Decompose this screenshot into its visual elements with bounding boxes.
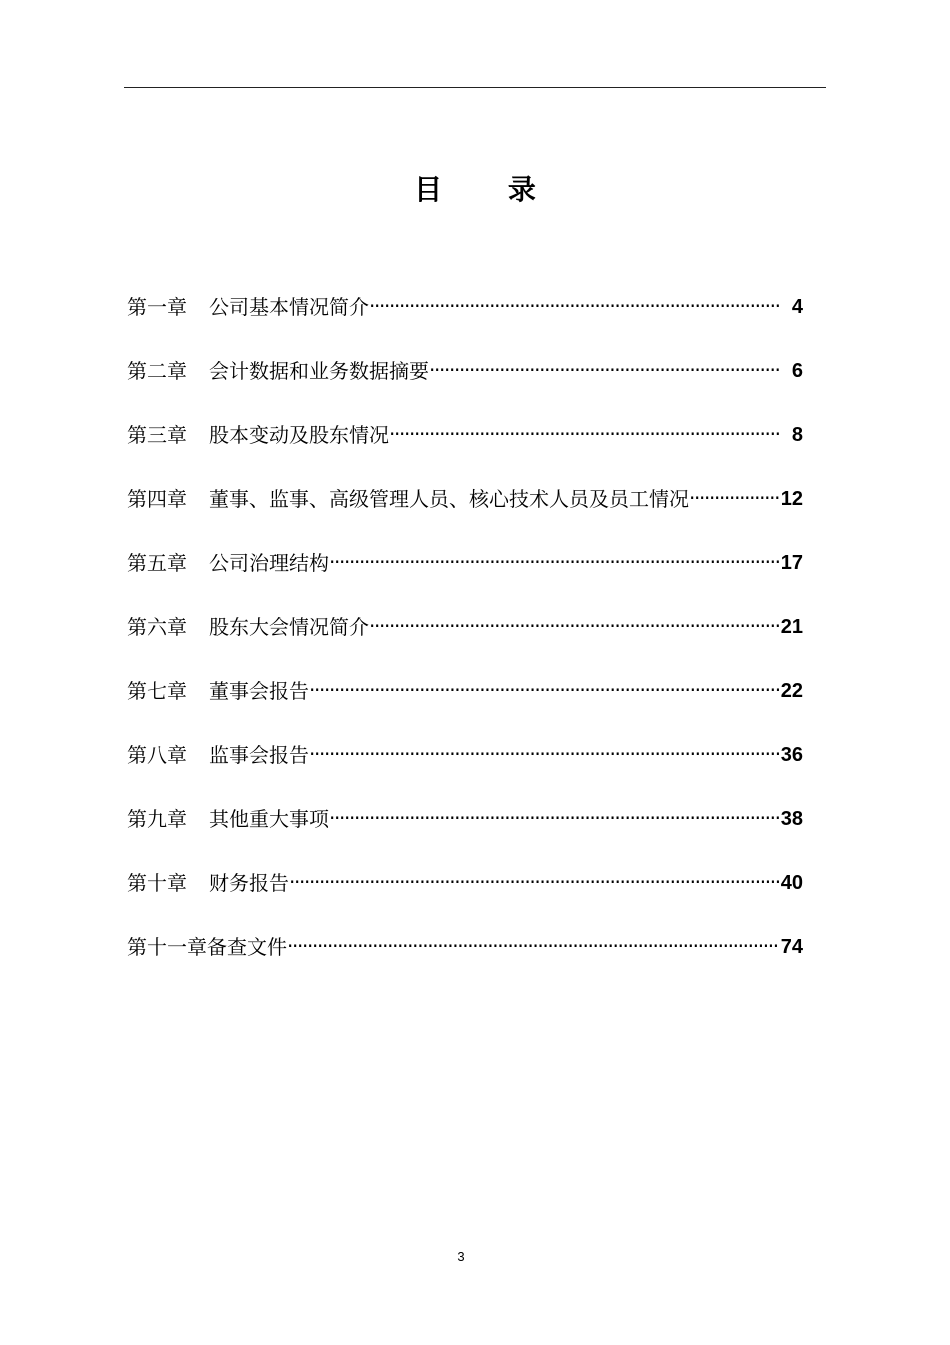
dot-leader [389, 418, 779, 452]
chapter-number: 第三章 [127, 423, 187, 447]
chapter-number: 第一章 [127, 295, 187, 319]
page-number: 12 [780, 488, 803, 510]
toc-entry[interactable] [127, 482, 803, 546]
chapter-number: 第四章 [127, 487, 187, 511]
chapter-number: 第十章 [127, 871, 187, 895]
chapter-number: 第十一章 [127, 935, 207, 959]
chapter-title: 会计数据和业务数据摘要 [209, 359, 429, 383]
page-number: 40 [780, 872, 803, 894]
dot-leader [309, 738, 779, 772]
chapter-title: 公司治理结构 [209, 551, 329, 575]
dot-leader [429, 354, 779, 388]
header-rule [124, 87, 826, 88]
dot-leader [689, 482, 779, 516]
chapter-number: 第二章 [127, 359, 187, 383]
page-number: 4 [791, 296, 803, 318]
dot-leader [369, 290, 779, 324]
toc-entry[interactable] [127, 418, 803, 482]
chapter-title: 董事会报告 [209, 679, 309, 703]
toc-entry[interactable] [127, 610, 803, 674]
chapter-title: 公司基本情况简介 [209, 295, 369, 319]
toc-list [127, 290, 803, 994]
footer-page-number: 3 [457, 1249, 465, 1264]
chapter-title: 财务报告 [209, 871, 289, 895]
dot-leader [309, 674, 779, 708]
dot-leader [287, 930, 779, 964]
chapter-number: 第六章 [127, 615, 187, 639]
chapter-title: 监事会报告 [209, 743, 309, 767]
toc-entry[interactable] [127, 738, 803, 802]
chapter-number: 第八章 [127, 743, 187, 767]
chapter-title: 其他重大事项 [209, 807, 329, 831]
toc-entry[interactable] [127, 866, 803, 930]
page-number: 74 [780, 936, 803, 958]
toc-entry[interactable] [127, 674, 803, 738]
toc-entry[interactable] [127, 354, 803, 418]
dot-leader [329, 802, 779, 836]
toc-title: 目 录 [414, 173, 564, 206]
chapter-title: 股东大会情况简介 [209, 615, 369, 639]
dot-leader [369, 610, 779, 644]
chapter-number: 第九章 [127, 807, 187, 831]
page-number: 22 [780, 680, 803, 702]
dot-leader [329, 546, 779, 580]
chapter-number: 第七章 [127, 679, 187, 703]
toc-entry[interactable] [127, 930, 803, 994]
toc-entry[interactable] [127, 546, 803, 610]
page-number: 8 [791, 424, 803, 446]
chapter-title: 备查文件 [207, 935, 287, 959]
page-number: 36 [780, 744, 803, 766]
chapter-title: 股本变动及股东情况 [209, 423, 389, 447]
toc-entry[interactable] [127, 290, 803, 354]
page-number: 6 [791, 360, 803, 382]
toc-entry[interactable] [127, 802, 803, 866]
chapter-title: 董事、监事、高级管理人员、核心技术人员及员工情况 [209, 487, 689, 511]
dot-leader [289, 866, 779, 900]
chapter-number: 第五章 [127, 551, 187, 575]
page-number: 38 [780, 808, 803, 830]
page-number: 21 [780, 616, 803, 638]
page-number: 17 [780, 552, 803, 574]
